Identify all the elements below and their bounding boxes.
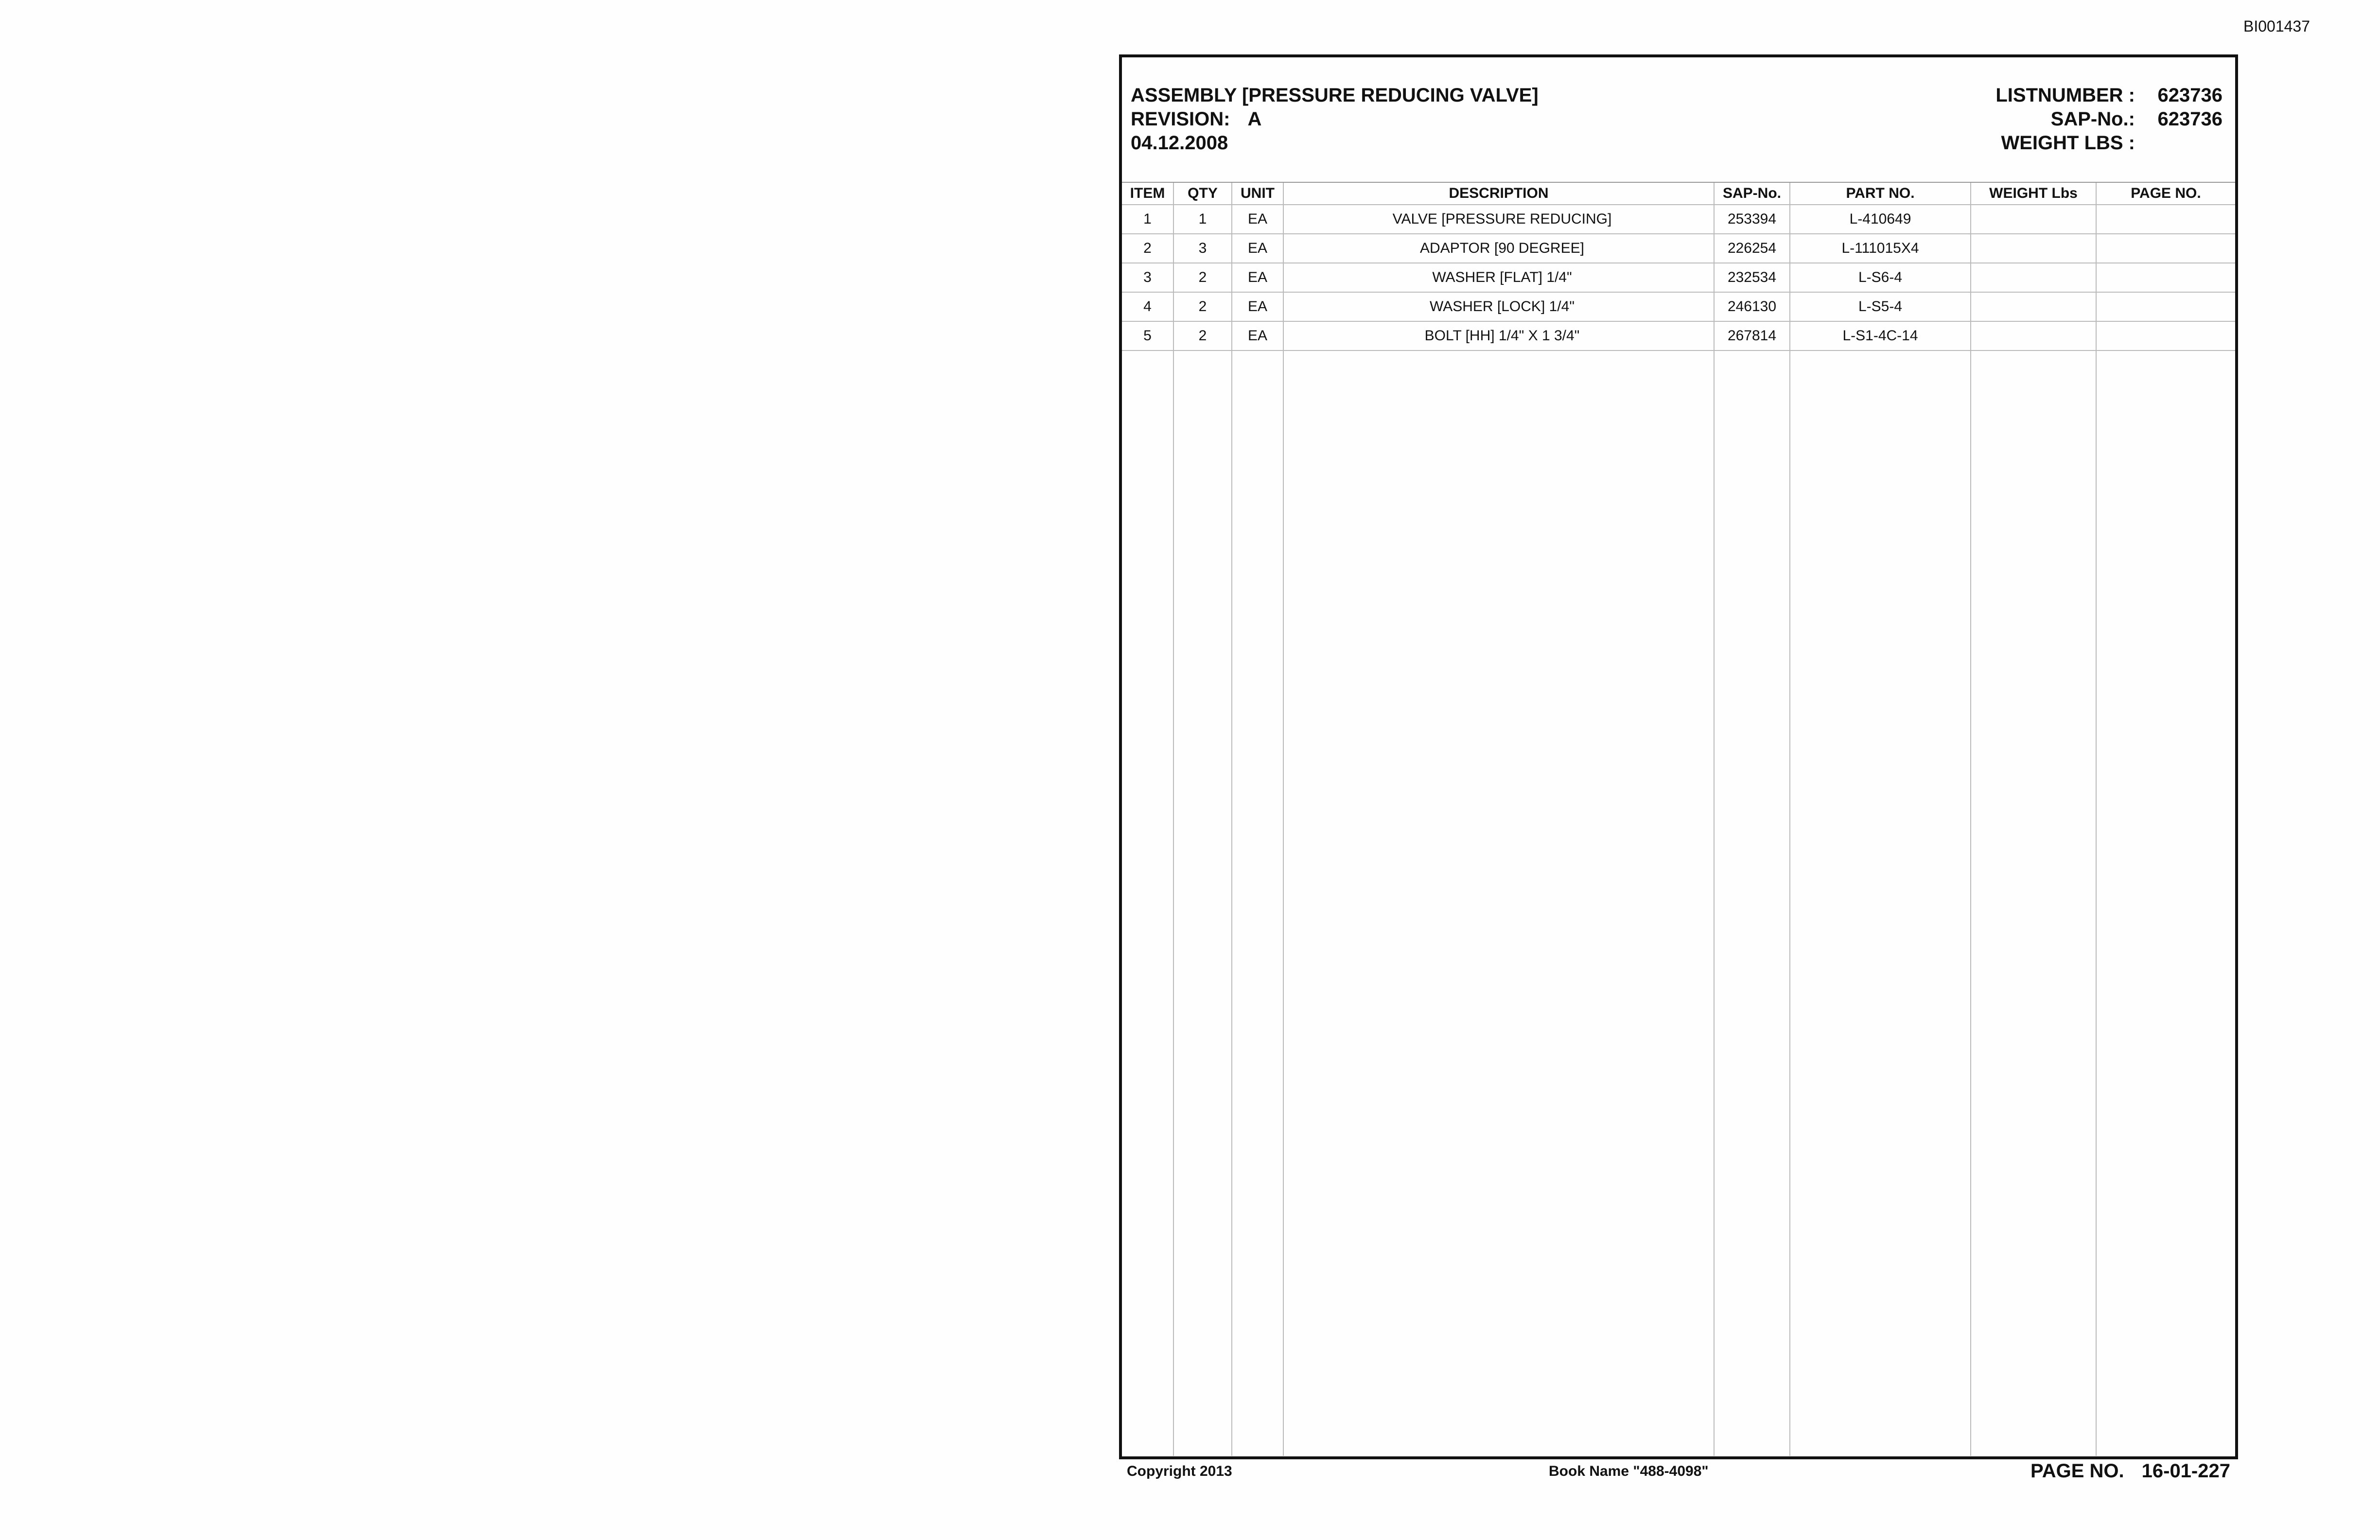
cell-qty: 2: [1173, 263, 1232, 292]
cell-unit: EA: [1232, 263, 1283, 292]
cell-unit: EA: [1232, 205, 1283, 234]
column-header-weight: WEIGHT Lbs: [1971, 182, 2096, 205]
cell-unit: EA: [1232, 292, 1283, 321]
cell-unit: EA: [1232, 321, 1283, 350]
column-header-unit: UNIT: [1232, 182, 1283, 205]
cell-page: [2096, 292, 2235, 321]
revision-label: REVISION:: [1131, 108, 1230, 130]
cell-weight: [1971, 321, 2096, 350]
cell-item: 4: [1122, 292, 1173, 321]
sap-label: SAP-No.:: [2050, 108, 2135, 130]
cell-page: [2096, 263, 2235, 292]
column-header-part: PART NO.: [1790, 182, 1971, 205]
sap-value: 623736: [2157, 108, 2222, 130]
footer-page-number: [2030, 1460, 2230, 1482]
cell-sap: 253394: [1714, 205, 1790, 234]
column-header-description: DESCRIPTION: [1283, 182, 1714, 205]
cell-weight: [1971, 263, 2096, 292]
listnumber-value: 623736: [2157, 85, 2222, 106]
cell-sap: 267814: [1714, 321, 1790, 350]
cell-description: WASHER [LOCK] 1/4": [1283, 292, 1714, 321]
header-right: [1995, 84, 2222, 155]
cell-unit: EA: [1232, 234, 1283, 263]
weight-line: [1995, 131, 2222, 155]
cell-item: 5: [1122, 321, 1173, 350]
cell-item: 3: [1122, 263, 1173, 292]
cell-part: L-410649: [1790, 205, 1971, 234]
cell-item: 1: [1122, 205, 1173, 234]
cell-page: [2096, 205, 2235, 234]
cell-description: ADAPTOR [90 DEGREE]: [1283, 234, 1714, 263]
cell-part: L-111015X4: [1790, 234, 1971, 263]
table-row: [1122, 205, 2235, 234]
cell-qty: 2: [1173, 321, 1232, 350]
cell-part: L-S6-4: [1790, 263, 1971, 292]
table-row: [1122, 321, 2235, 350]
header-left: [1131, 84, 1539, 155]
document-id: BI001437: [2243, 18, 2310, 35]
cell-qty: 3: [1173, 234, 1232, 263]
cell-item: 2: [1122, 234, 1173, 263]
revision-value: A: [1247, 108, 1262, 130]
cell-sap: 226254: [1714, 234, 1790, 263]
table-header-row: [1122, 182, 2235, 205]
cell-sap: 246130: [1714, 292, 1790, 321]
table-row: [1122, 263, 2235, 292]
cell-description: BOLT [HH] 1/4" X 1 3/4": [1283, 321, 1714, 350]
column-header-qty: QTY: [1173, 182, 1232, 205]
sap-line: [1995, 107, 2222, 131]
cell-part: L-S1-4C-14: [1790, 321, 1971, 350]
copyright-text: Copyright 2013: [1127, 1463, 1232, 1479]
column-header-item: ITEM: [1122, 182, 1173, 205]
table-row: [1122, 292, 2235, 321]
table-empty-area: [1122, 350, 2235, 1456]
assembly-title: ASSEMBLY [PRESSURE REDUCING VALVE]: [1131, 85, 1539, 106]
cell-description: VALVE [PRESSURE REDUCING]: [1283, 205, 1714, 234]
book-name: Book Name "488-4098": [1549, 1463, 1709, 1479]
weight-value: [2135, 131, 2222, 155]
cell-qty: 2: [1173, 292, 1232, 321]
weight-label: WEIGHT LBS :: [2001, 132, 2135, 154]
cell-page: [2096, 234, 2235, 263]
column-header-sap: SAP-No.: [1714, 182, 1790, 205]
cell-qty: 1: [1173, 205, 1232, 234]
revision-line: [1131, 107, 1539, 131]
listnumber-line: [1995, 84, 2222, 107]
cell-weight: [1971, 205, 2096, 234]
cell-weight: [1971, 292, 2096, 321]
page-number-value: 16-01-227: [2141, 1460, 2230, 1482]
parts-list-frame: [1119, 54, 2238, 1459]
page-number-label: PAGE NO.: [2030, 1460, 2124, 1482]
parts-table: [1122, 182, 2235, 1456]
cell-sap: 232534: [1714, 263, 1790, 292]
cell-part: L-S5-4: [1790, 292, 1971, 321]
column-header-page: PAGE NO.: [2096, 182, 2235, 205]
cell-weight: [1971, 234, 2096, 263]
table-row: [1122, 234, 2235, 263]
cell-page: [2096, 321, 2235, 350]
document-date: 04.12.2008: [1131, 132, 1228, 154]
listnumber-label: LISTNUMBER :: [1995, 85, 2135, 106]
cell-description: WASHER [FLAT] 1/4": [1283, 263, 1714, 292]
